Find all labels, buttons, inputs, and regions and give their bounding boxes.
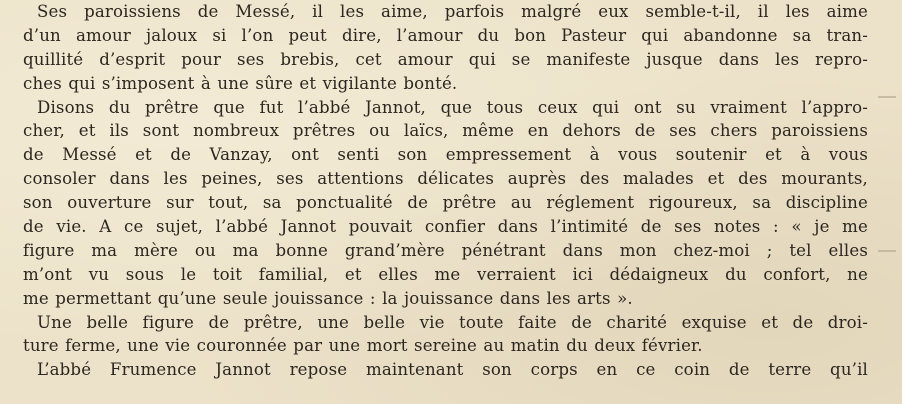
text-line: cher, et ils sont nombreux prêtres ou laïcs, même en dehors de ses chers paroissiens: [23, 121, 868, 141]
edge-mark: [878, 96, 896, 98]
body-text: [23, 0, 868, 382]
text-line: son ouverture sur tout, sa ponctualité de prêtre au réglement rigoureux, sa discipline: [23, 193, 868, 213]
text-line: m’ont vu sous le toit familial, et elles me verraient ici dédaigneux du confort, ne: [23, 264, 868, 284]
text-line: ture ferme, une vie couronnée par une mort sereine au matin du deux février.: [23, 336, 703, 356]
text-line: quillité d’esprit pour ses brebis, cet amour qui se manifeste jusque dans les repro-: [23, 49, 868, 69]
text-line: L’abbé Frumence Jannot repose maintenant son corps en ce coin de terre qu’il: [37, 360, 868, 380]
text-line: Ses paroissiens de Messé, il les aime, parfois malgré eux semble-t-il, il les aime: [37, 2, 868, 21]
text-line: Une belle figure de prêtre, une belle vie toute faite de charité exquise et de droi-: [37, 312, 868, 332]
text-line: ches qui s’imposent à une sûre et vigilante bonté.: [23, 73, 458, 93]
text-line: Disons du prêtre que fut l’abbé Jannot, que tous ceux qui ont su vraiment l’appro-: [37, 97, 868, 117]
text-line: d’un amour jaloux si l’on peut dire, l’amour du bon Pasteur qui abandonne sa tran-: [23, 25, 868, 45]
text-line: figure ma mère ou ma bonne grand’mère pénétrant dans mon chez-moi ; tel elles: [23, 240, 868, 260]
text-line: de vie. A ce sujet, l’abbé Jannot pouvait confier dans l’intimité de ses notes : « je me: [23, 217, 868, 237]
text-line: me permettant qu’une seule jouissance : la jouissance dans les arts ».: [23, 288, 633, 308]
text-line: de Messé et de Vanzay, ont senti son empressement à vous soutenir et à vous: [23, 145, 868, 165]
text-line: consoler dans les peines, ses attentions délicates auprès des malades et des mourants,: [23, 169, 868, 189]
edge-mark: [878, 250, 896, 252]
